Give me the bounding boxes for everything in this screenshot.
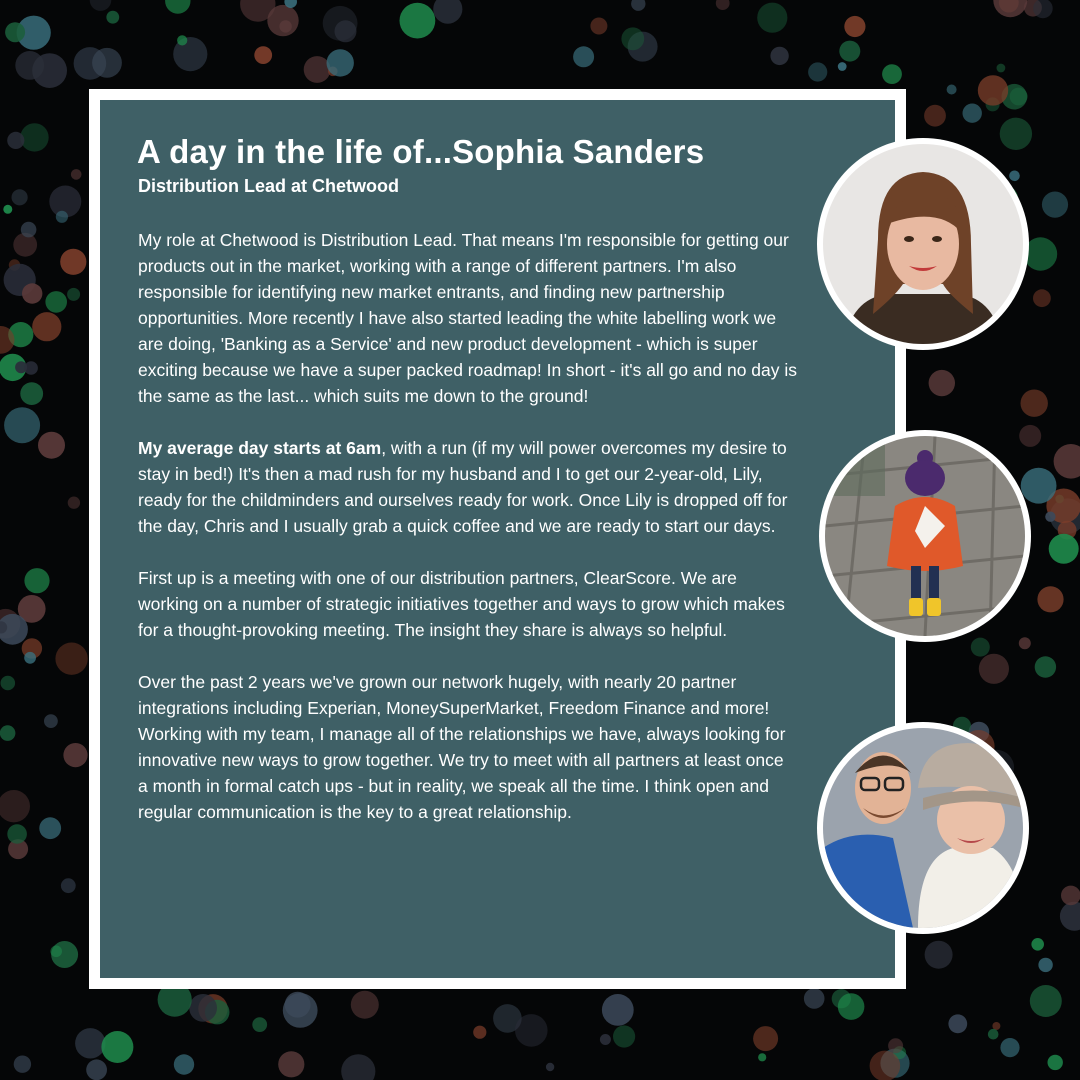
bokeh-dot — [882, 64, 902, 84]
bokeh-dot — [39, 817, 61, 839]
bokeh-dot — [1045, 512, 1055, 522]
bokeh-dot — [992, 1022, 1000, 1030]
bokeh-dot — [978, 75, 1008, 105]
bokeh-dot — [1048, 1055, 1063, 1070]
bokeh-dot — [621, 27, 644, 50]
paragraph-average-day-rest: , with a run (if my will power overcomes my desire to stay in bed!) It's then a mad rush for my husband and I to get our 2-year-old, Lily, ready for the childminders and ourselves ready for work. Once Lily is dropped off for the day, Chris and I usually grab a quick coffee and we are ready to start our days. — [138, 438, 788, 536]
bokeh-dot — [267, 5, 298, 36]
bokeh-dot — [4, 407, 40, 443]
portrait-photo — [817, 138, 1029, 350]
bokeh-dot — [278, 1051, 304, 1077]
bokeh-dot — [1, 676, 16, 691]
bokeh-dot — [24, 568, 49, 593]
bokeh-dot — [1035, 656, 1056, 677]
bokeh-dot — [189, 994, 217, 1022]
bokeh-dot — [888, 1038, 903, 1053]
bokeh-dot — [400, 3, 436, 39]
bokeh-dot — [1049, 534, 1079, 564]
bokeh-dot — [335, 20, 357, 42]
bokeh-dot — [21, 222, 37, 238]
bokeh-dot — [351, 991, 379, 1019]
bokeh-dot — [925, 941, 953, 969]
portrait-photo-image — [823, 144, 1023, 344]
content-card — [100, 100, 895, 978]
child-walking-photo-image — [825, 436, 1025, 636]
bokeh-dot — [71, 169, 82, 180]
bokeh-dot — [602, 994, 634, 1026]
bokeh-dot — [757, 3, 787, 33]
bokeh-dot — [56, 211, 68, 223]
bokeh-dot — [1019, 425, 1041, 447]
bokeh-dot — [473, 1026, 486, 1039]
post-subtitle: Distribution Lead at Chetwood — [138, 176, 399, 196]
bokeh-dot — [7, 132, 24, 149]
bokeh-dot — [808, 62, 827, 81]
bokeh-dot — [304, 56, 331, 83]
bokeh-dot — [3, 205, 12, 214]
bokeh-dot — [92, 48, 122, 78]
bokeh-dot — [55, 643, 87, 675]
bokeh-dot — [60, 249, 86, 275]
bokeh-dot — [948, 1014, 967, 1033]
bokeh-dot — [838, 62, 847, 71]
bokeh-dot — [45, 291, 67, 313]
couple-selfie-photo-image — [823, 728, 1023, 928]
bokeh-dot — [947, 85, 957, 95]
bokeh-dot — [1033, 289, 1051, 307]
child-walking-photo — [819, 430, 1031, 642]
bokeh-dot — [1030, 985, 1062, 1017]
bokeh-dot — [67, 288, 80, 301]
bokeh-dot — [1060, 902, 1080, 931]
paragraph-average-day-bold: My average day starts at 6am — [138, 438, 382, 458]
bokeh-dot — [839, 41, 860, 62]
bokeh-dot — [5, 22, 25, 42]
bokeh-dot — [758, 1053, 766, 1061]
post-body — [138, 227, 798, 851]
bokeh-dot — [341, 1054, 375, 1080]
bokeh-dot — [993, 0, 1027, 17]
bokeh-dot — [101, 1031, 133, 1063]
bokeh-dot — [90, 0, 112, 11]
bokeh-dot — [631, 0, 645, 11]
bokeh-dot — [971, 638, 990, 657]
bokeh-dot — [177, 35, 187, 45]
bokeh-dot — [590, 18, 607, 35]
bokeh-dot — [979, 654, 1009, 684]
bokeh-dot — [61, 878, 76, 893]
bokeh-dot — [1061, 886, 1080, 906]
bokeh-dot — [7, 824, 27, 844]
bokeh-dot — [0, 725, 15, 741]
bokeh-dot — [14, 1056, 31, 1073]
paragraph-role: My role at Chetwood is Distribution Lead. That means I'm responsible for getting our products out in the market, working with a range of different partners. I'm also responsible for identifying new market entrants, and finding new partnership opportunities. More recently I have also started leading the white labelling work we are doing, 'Banking as a Service' and new product development - which is super exciting because we have a super packed roadmap! In short - it's all go and no day is the same as the last... which suits me down to the ground! — [138, 230, 798, 406]
bokeh-dot — [613, 1025, 635, 1047]
bokeh-dot — [997, 64, 1006, 73]
bokeh-dot — [716, 0, 730, 10]
bokeh-dot — [1009, 171, 1020, 182]
bokeh-dot — [924, 105, 946, 127]
bokeh-dot — [50, 946, 62, 958]
bokeh-dot — [63, 743, 87, 767]
bokeh-dot — [0, 790, 30, 822]
bokeh-dot — [44, 714, 58, 728]
bokeh-dot — [1019, 637, 1031, 649]
bokeh-dot — [1042, 192, 1068, 218]
bokeh-dot — [32, 312, 61, 341]
bokeh-dot — [600, 1034, 611, 1045]
bokeh-dot — [252, 1017, 267, 1032]
bokeh-dot — [1038, 958, 1052, 972]
paragraph-average-day — [138, 435, 798, 539]
bokeh-dot — [24, 361, 38, 375]
couple-selfie-photo — [817, 722, 1029, 934]
bokeh-dot — [1000, 1038, 1019, 1057]
bokeh-dot — [68, 497, 80, 509]
bokeh-dot — [433, 0, 462, 24]
bokeh-dot — [838, 993, 865, 1020]
bokeh-dot — [86, 1059, 107, 1080]
bokeh-dot — [20, 382, 43, 405]
bokeh-dot — [20, 123, 48, 151]
bokeh-dot — [38, 432, 65, 459]
bokeh-dot — [546, 1063, 554, 1071]
bokeh-dot — [929, 370, 955, 396]
paragraph-network: Over the past 2 years we've grown our network hugely, with nearly 20 partner integrations including Experian, MoneySuperMarket, Freedom Finance and more! Working with my team, I manage all of the relationships we have, always looking for innovative new ways to grow together. We try to meet with all partners at least once a month in formal catch ups - but in reality, we speak all the time. I think open and regular communication is the key to a great relationship. — [138, 672, 786, 822]
bokeh-dot — [1037, 586, 1063, 612]
bokeh-dot — [165, 0, 190, 14]
bokeh-dot — [515, 1014, 548, 1047]
bokeh-dot — [1031, 938, 1044, 951]
bokeh-dot — [12, 189, 28, 205]
bokeh-dot — [24, 652, 36, 664]
paragraph-first-meeting: First up is a meeting with one of our distribution partners, ClearScore. We are working on a number of strategic initiatives together and ways to grow which makes for a thought-provoking meeting. The insight they share is always so helpful. — [138, 568, 785, 640]
bokeh-dot — [770, 47, 788, 65]
bokeh-dot — [753, 1026, 778, 1051]
bokeh-dot — [283, 993, 318, 1028]
bokeh-dot — [75, 1028, 105, 1058]
bokeh-dot — [1021, 468, 1057, 504]
bokeh-dot — [174, 1054, 194, 1074]
bokeh-dot — [988, 1029, 999, 1040]
bokeh-dot — [963, 104, 982, 123]
bokeh-dot — [327, 49, 354, 76]
content-card-frame — [89, 89, 906, 989]
bokeh-dot — [1000, 118, 1032, 150]
bokeh-dot — [1054, 444, 1080, 479]
bokeh-dot — [254, 46, 272, 64]
bokeh-dot — [844, 16, 865, 37]
bokeh-dot — [1020, 390, 1047, 417]
bokeh-dot — [804, 988, 825, 1009]
post-title: A day in the life of...Sophia Sanders — [137, 133, 705, 170]
bokeh-dot — [870, 1051, 901, 1080]
bokeh-dot — [573, 46, 594, 67]
bokeh-dot — [22, 283, 42, 303]
bokeh-dot — [106, 11, 119, 24]
bokeh-dot — [32, 53, 67, 88]
